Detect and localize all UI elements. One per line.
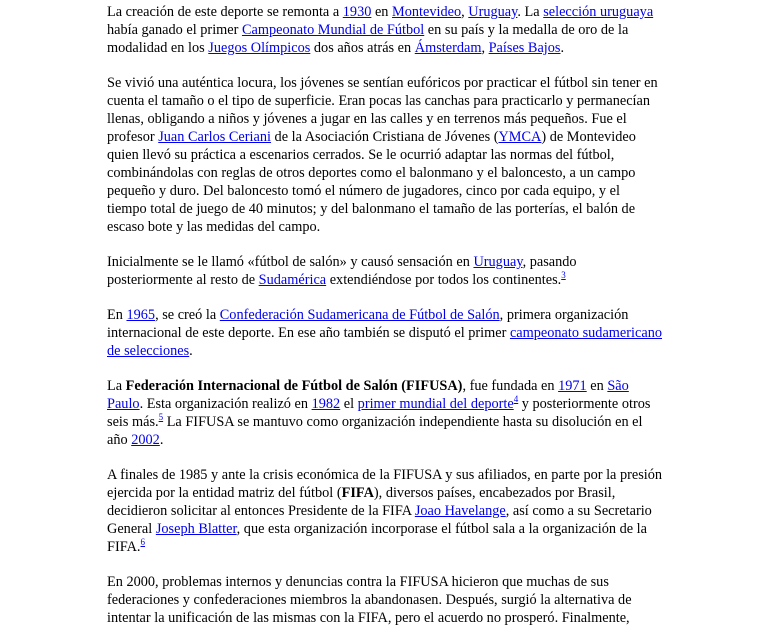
paragraph-confederacion xyxy=(107,306,663,360)
hyperlink[interactable]: Juan Carlos Ceriani xyxy=(158,129,271,145)
text-run: . La xyxy=(517,4,544,20)
hyperlink[interactable]: Uruguay xyxy=(468,4,518,20)
text-run: en xyxy=(371,4,393,20)
text-run: , primera organización internacional de este deporte. En ese año también se disputó el primer xyxy=(107,307,629,341)
text-run: , fue fundada en xyxy=(462,378,559,394)
hyperlink[interactable]: Países Bajos xyxy=(488,40,561,56)
text-run: había ganado el primer xyxy=(107,22,242,38)
footnote-reference[interactable]: 5 xyxy=(158,412,164,423)
text-run: , se creó la xyxy=(155,307,220,323)
text-run: . Esta organización realizó en xyxy=(139,396,312,412)
hyperlink[interactable]: São Paulo xyxy=(107,378,629,412)
bold-text: FIFA xyxy=(341,485,374,501)
text-run: Se vivió una auténtica locura, los jóvenes se sentían eufóricos por practicar el fútbol sin tener en cuenta el tamaño o el tipo de superficie. Eran pocas las canchas para practicarlo y permanecían llenas, obligando a niños y jóvenes a jugar en las calles y en terrenos más pequeños. Fue el profesor xyxy=(107,75,658,145)
paragraph-origin xyxy=(107,3,663,57)
hyperlink[interactable]: Uruguay xyxy=(473,254,523,270)
text-run: . xyxy=(159,432,164,448)
text-run: en xyxy=(586,378,608,394)
hyperlink[interactable]: YMCA xyxy=(498,129,542,145)
hyperlink[interactable]: 2002 xyxy=(131,432,160,448)
hyperlink[interactable]: selección uruguaya xyxy=(543,4,654,20)
hyperlink[interactable]: Ámsterdam xyxy=(414,40,482,56)
text-run: ) de Montevideo quien llevó su práctica a escenarios cerrados. Se le ocurrió adaptar las normas del fútbol, combinándolas con reglas de otros deportes como el balonmano y el baloncesto, a un campo pequeño y duro. Del baloncesto tomó el número de jugadores, cinco por cada equipo, y el tiempo total de juego de 40 minutos; y del balonmano el tamaño de las porterías, el balón de escaso bote y las medidas del campo. xyxy=(107,129,636,235)
text-run: En 2000, problemas internos y denuncias contra la FIFUSA hicieron que muchas de sus federaciones y confederaciones miembros la abandonasen. Después, surgió la alternativa de intentar la unificación de las mismas con la FIFA, pero el acuerdo no prosperó. Finalmente, xyxy=(107,574,632,626)
text-run: en su país y la medalla de oro de la modalidad en los xyxy=(107,22,629,56)
paragraph-ceriani xyxy=(107,74,663,236)
text-run: La xyxy=(107,378,126,394)
text-run: Inicialmente se le llamó «fútbol de salón» y causó sensación en xyxy=(107,254,474,270)
text-run: extendiéndose por todos los continentes. xyxy=(326,272,562,288)
hyperlink[interactable]: 1971 xyxy=(558,378,587,394)
hyperlink[interactable]: 1982 xyxy=(311,396,341,412)
footnote-reference[interactable]: 4 xyxy=(513,394,519,405)
paragraph-fifa-1985 xyxy=(107,466,663,556)
hyperlink[interactable]: Sudamérica xyxy=(258,272,327,288)
bold-text: Federación Internacional de Fútbol de Salón (FIFUSA) xyxy=(125,378,463,394)
text-run: , xyxy=(461,4,469,20)
hyperlink[interactable]: primer mundial del deporte xyxy=(357,396,514,412)
hyperlink[interactable]: Joseph Blatter xyxy=(155,521,237,537)
document-body xyxy=(107,3,663,644)
hyperlink[interactable]: Montevideo xyxy=(392,4,462,20)
hyperlink[interactable]: 1930 xyxy=(342,4,372,20)
text-run: y posteriormente otros seis más. xyxy=(107,396,651,430)
text-run: , xyxy=(481,40,489,56)
text-run: de la Asociación Cristiana de Jóvenes ( xyxy=(270,129,499,145)
hyperlink[interactable]: campeonato sudamericano de selecciones xyxy=(107,325,662,359)
paragraph-futbol-de-salon xyxy=(107,253,663,289)
text-run: , que esta organización incorporase el fútbol sala a la organización de la FIFA. xyxy=(107,521,647,555)
text-run: A finales de 1985 y ante la crisis económica de la FIFUSA y sus afiliados, en parte por la presión ejercida por la entidad matriz del fútbol ( xyxy=(107,467,663,501)
text-run: La creación de este deporte se remonta a xyxy=(107,4,343,20)
hyperlink[interactable]: Campeonato Mundial de Fútbol xyxy=(241,22,425,38)
text-run: En xyxy=(107,307,127,323)
footnote-reference[interactable]: 3 xyxy=(561,270,566,281)
text-run: . xyxy=(560,40,565,56)
text-run: . xyxy=(189,343,193,359)
text-run: dos años atrás en xyxy=(310,40,415,56)
paragraph-fifusa xyxy=(107,377,663,449)
hyperlink[interactable]: Joao Havelange xyxy=(414,503,506,519)
text-run: , pasando posteriormente al resto de xyxy=(107,254,577,288)
text-run: el xyxy=(340,396,358,412)
hyperlink[interactable]: Confederación Sudamericana de Fútbol de Salón xyxy=(219,307,500,323)
text-run: , así como a su Secretario General xyxy=(107,503,652,537)
text-run: La FIFUSA se mantuvo como organización independiente hasta su disolución en el año xyxy=(107,414,643,448)
footnote-reference[interactable]: 6 xyxy=(140,537,146,548)
paragraph-2000 xyxy=(107,573,663,627)
text-run: ), diversos países, encabezados por Brasil, decidieron solicitar al entonces Presidente de la FIFA xyxy=(107,485,616,519)
hyperlink[interactable]: Juegos Olímpicos xyxy=(208,40,311,56)
hyperlink[interactable]: 1965 xyxy=(126,307,156,323)
